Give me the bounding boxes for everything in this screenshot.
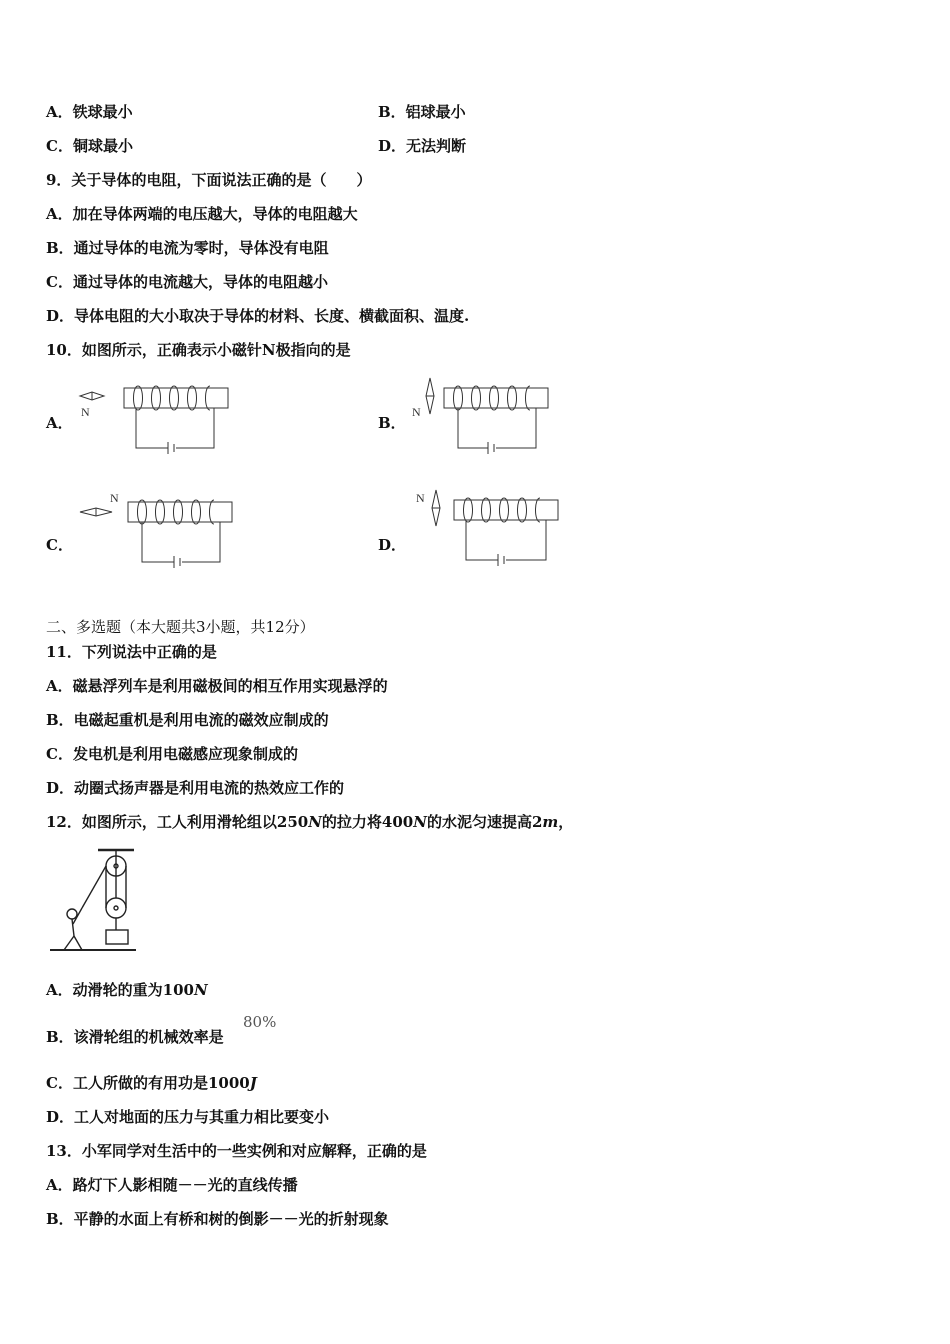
q10-label-a: A． [46, 414, 73, 432]
q12-option-d: D．工人对地面的压力与其重力相比要变小 [46, 1108, 330, 1126]
compass-needle-icon [432, 490, 440, 526]
circuit-wire [458, 408, 536, 454]
q11-option-c: C．发电机是利用电磁感应现象制成的 [46, 745, 298, 763]
solenoid-core [128, 502, 232, 522]
compass-needle-icon [80, 392, 104, 400]
needle-n-label: N [110, 491, 119, 505]
needle-n-label: N [412, 405, 421, 419]
q10-figure-a [76, 380, 236, 460]
q9-stem: 9．关于导体的电阻，下面说法正确的是（ ） [46, 171, 372, 189]
worker-head-icon [67, 909, 77, 919]
q10-figure-c [78, 488, 240, 572]
compass-needle-icon [80, 508, 112, 516]
q10-figure-b [408, 376, 558, 462]
compass-needle-icon [426, 378, 434, 414]
q11-option-a: A．磁悬浮列车是利用磁极间的相互作用实现悬浮的 [46, 677, 388, 695]
q11-option-d: D．动圈式扬声器是利用电流的热效应工作的 [46, 779, 345, 797]
movable-pulley-icon [106, 898, 126, 918]
solenoid-core [454, 500, 558, 520]
efficiency-value: 80% [243, 1013, 277, 1031]
solenoid-core [444, 388, 548, 408]
q10-label-c: C． [46, 536, 73, 554]
q8-option-d: D．无法判断 [378, 137, 467, 155]
pulley-system-figure [46, 846, 146, 956]
q8-option-c: C．铜球最小 [46, 137, 133, 155]
section-heading: 二、多选题（本大题共3小题，共12分） [46, 618, 315, 636]
cement-bag-icon [106, 930, 128, 944]
q11-option-b: B．电磁起重机是利用电流的磁效应制成的 [46, 711, 329, 729]
solenoid-core [124, 388, 228, 408]
q12-option-b: B．该滑轮组的机械效率是 [46, 1028, 224, 1046]
coil-icon [134, 386, 211, 410]
coil-icon [138, 500, 215, 524]
q13-option-a: A．路灯下人影相随－－光的直线传播 [46, 1176, 298, 1194]
q8-option-a: A．铁球最小 [46, 103, 133, 121]
circuit-wire [142, 522, 220, 568]
rope [82, 866, 106, 908]
q13-stem: 13．小军同学对生活中的一些实例和对应解释，正确的是 [46, 1142, 427, 1160]
q10-stem: 10．如图所示，正确表示小磁针N极指向的是 [46, 341, 351, 359]
q8-option-b: B．铝球最小 [378, 103, 466, 121]
q9-option-c: C．通过导体的电流越大，导体的电阻越小 [46, 273, 328, 291]
q13-option-b: B．平静的水面上有桥和树的倒影－－光的折射现象 [46, 1210, 389, 1228]
coil-icon [454, 386, 531, 410]
needle-n-label: N [81, 405, 90, 419]
q10-label-d: D． [378, 536, 407, 554]
circuit-wire [466, 520, 546, 566]
coil-icon [464, 498, 541, 522]
q10-label-b: B． [378, 414, 406, 432]
q9-option-a: A．加在导体两端的电压越大，导体的电阻越大 [46, 205, 358, 223]
q9-option-d: D．导体电阻的大小取决于导体的材料、长度、横截面积、温度. [46, 307, 470, 325]
q12-option-c: C．工人所做的有用功是1000J [46, 1074, 257, 1092]
q11-stem: 11．下列说法中正确的是 [46, 643, 217, 661]
q10-figure-d [412, 486, 562, 572]
q12-stem: 12．如图所示，工人利用滑轮组以250N的拉力将400N的水泥匀速提高2m， [46, 813, 574, 831]
circuit-wire [136, 408, 214, 454]
q9-option-b: B．通过导体的电流为零时，导体没有电阻 [46, 239, 329, 257]
needle-n-label: N [416, 491, 425, 505]
q12-option-a: A．动滑轮的重为100N [46, 981, 208, 999]
